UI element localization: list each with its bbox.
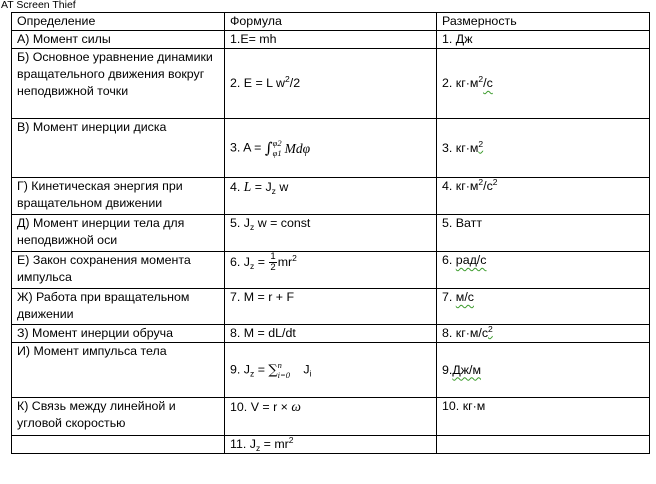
formula-text: M = dL/dt [243,326,296,340]
fraction-numerator: 1 [270,251,276,262]
unit-number: 2. [442,76,453,90]
matching-table [11,12,650,454]
table-row [12,215,650,252]
formula-number: 8. [230,326,241,340]
unit-text: Дж/м [452,362,481,377]
unit-cell [437,252,650,289]
formula-number: 2. [230,76,241,90]
formula-subscript: z [255,443,261,453]
header-row [12,13,650,31]
unit-cell [437,119,650,178]
unit-number: 10. [442,399,460,413]
fraction-denominator: 2 [270,262,276,273]
header-definition: Определение [12,13,225,31]
definition-cell: Б) Основное уравнение динамики вращательного движения вокруг неподвижной точки [12,49,225,119]
definition-cell: Е) Закон сохранения момента импульса [12,252,225,289]
formula-text: J [249,437,256,451]
table-row [12,178,650,215]
formula-tail: J [303,362,310,377]
integrand: Mdφ [284,140,311,156]
integral-lower-limit: φ1 [272,148,282,158]
unit-cell [437,436,650,454]
formula-text: J [243,362,250,377]
formula-equals: = [254,254,265,269]
unit-number: 8. [442,326,453,340]
unit-superscript: 2 [488,324,493,334]
unit-number: 9. [442,362,453,377]
formula-variable: ω [291,399,301,414]
unit-number: 3. [442,140,453,155]
formula-subscript-2: i [309,368,312,379]
formula-tail: w [275,180,289,194]
formula-tail: /2 [289,76,301,90]
unit-text: м/с [455,290,474,304]
formula-tail: mr [277,254,293,269]
integral-limits [273,138,282,158]
unit-number: 1. [442,32,453,46]
formula-cell [225,436,437,454]
sum-expression [268,360,293,380]
formula-subscript: z [250,222,255,232]
formula-text: J [243,254,250,269]
unit-superscript: 2 [478,177,484,187]
formula-cell [225,343,437,398]
unit-tail: /с [483,76,493,90]
formula-cell [225,398,437,436]
table-row [12,325,650,343]
sum-limits [278,360,290,380]
formula-number: 7. [230,290,241,304]
unit-text: Дж [455,32,473,46]
table-row [12,31,650,49]
unit-number: 4. [442,179,453,193]
formula-variable: L [243,179,252,194]
table-row [12,436,650,454]
formula-cell [225,252,437,289]
table-row [12,343,650,398]
header-formula: Формула [225,13,437,31]
unit-superscript: 2 [478,138,484,149]
formula-subscript: z [250,260,255,271]
unit-cell [437,398,650,436]
formula-subscript: z [271,186,276,196]
definition-cell: З) Момент инерции обруча [12,325,225,343]
formula-number: 5. [230,216,241,230]
formula-tail: w = const [254,216,311,230]
unit-text: кг·м [455,76,479,90]
formula-text: = J [254,180,272,194]
formula-number: 4. [230,180,241,194]
formula-number: 9. [230,362,241,377]
unit-cell [437,343,650,398]
fraction [269,252,276,273]
unit-cell [437,289,650,325]
formula-cell [225,119,437,178]
table-row [12,289,650,325]
integral-sign: ∫ [264,138,273,157]
formula-number: 1. [230,32,241,46]
formula-number: 11. [230,437,247,451]
integral-expression [265,138,310,158]
unit-text: Ватт [455,216,483,230]
definition-cell: И) Момент импульса тела [12,343,225,398]
definition-cell: А) Момент силы [12,31,225,49]
table-row [12,252,650,289]
formula-equals: = [254,362,265,377]
formula-text: M = r + F [243,290,295,304]
formula-superscript: 2 [288,435,294,445]
unit-number: 7. [442,290,453,304]
unit-cell [437,215,650,252]
unit-text: кг·м [462,399,486,413]
formula-cell [225,31,437,49]
formula-text: J [243,216,250,230]
formula-cell [225,289,437,325]
definition-cell: Г) Кинетическая энергия при вращательном движении [12,178,225,215]
integral-upper-limit: φ2 [272,138,282,148]
formula-tail: = mr [260,437,289,451]
formula-number: 3. [230,140,241,155]
formula-cell [225,325,437,343]
table-row [12,49,650,119]
formula-cell [225,215,437,252]
sum-upper-limit: n [277,360,282,370]
unit-tail: /с [483,179,493,193]
unit-text: кг·м [455,179,479,193]
header-unit: Размерность [437,13,650,31]
formula-cell [225,49,437,119]
unit-cell [437,325,650,343]
definition-cell: К) Связь между линейной и угловой скоростью [12,398,225,436]
table-row [12,398,650,436]
formula-number: 6. [230,254,241,269]
formula-text: A = [243,140,262,155]
unit-text: рад/с [455,253,487,267]
formula-superscript: 2 [292,252,297,263]
table-row [12,119,650,178]
unit-number: 6. [442,253,453,267]
formula-superscript: 2 [285,74,290,84]
formula-text: E= mh [240,32,277,46]
unit-cell [437,31,650,49]
definition-cell: Д) Момент инерции тела для неподвижной оси [12,215,225,252]
app-title: AT Screen Thief [1,0,76,11]
unit-superscript: 2 [478,74,484,84]
unit-superscript-2: 2 [492,177,498,187]
formula-text: V = r × [250,400,288,414]
formula-subscript: z [250,368,255,379]
formula-text: E = L w [243,76,286,90]
unit-text: кг·м [455,140,479,155]
unit-number: 5. [442,216,453,230]
formula-cell [225,178,437,215]
definition-cell: Ж) Работа при вращательном движении [12,289,225,325]
sum-sign: ∑ [268,362,278,378]
unit-cell [437,178,650,215]
unit-text: кг·м/с [455,326,489,340]
sum-lower-limit: i=0 [277,370,291,380]
unit-cell [437,49,650,119]
formula-number: 10. [230,400,248,414]
definition-cell: В) Момент инерции диска [12,119,225,178]
definition-cell [12,436,225,454]
